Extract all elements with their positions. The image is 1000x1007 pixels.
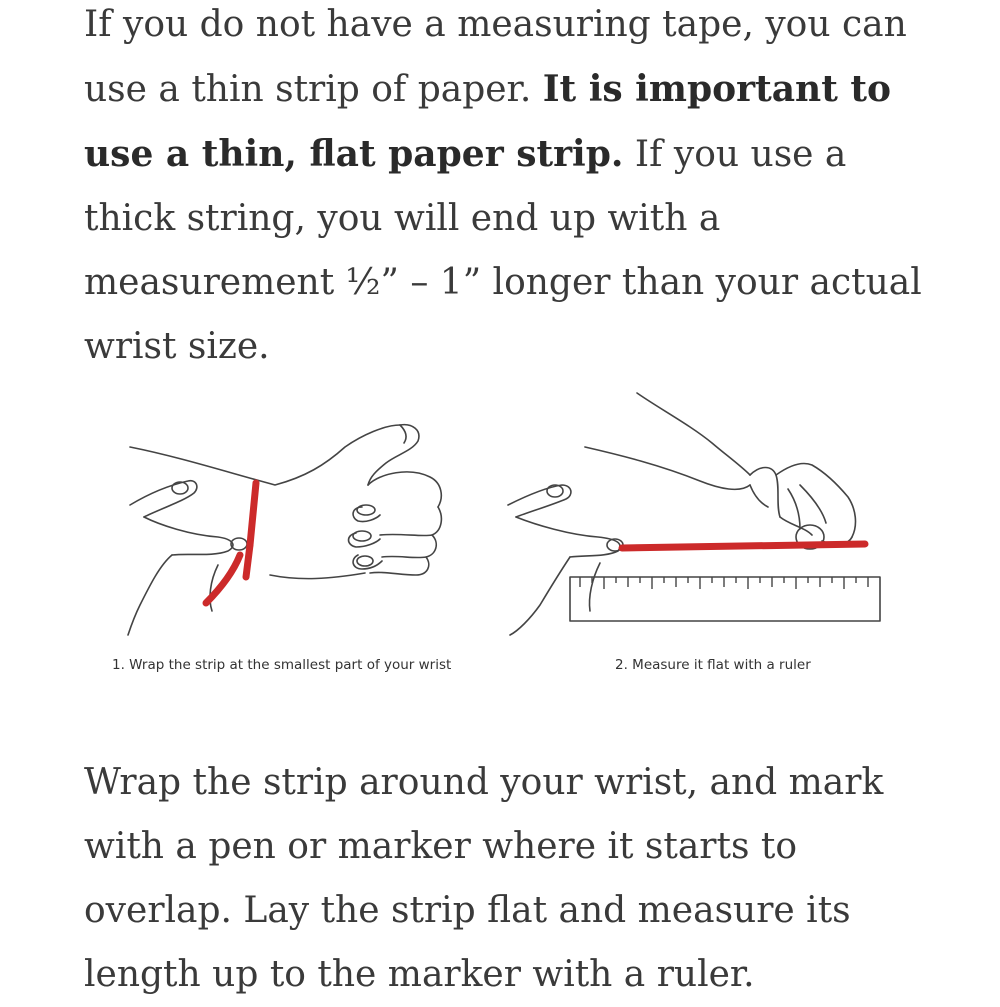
ruler-measure-illustration — [508, 393, 880, 635]
paper-strip — [206, 483, 865, 603]
instructions-paragraph: Wrap the strip around your wrist, and mark with a pen or marker where it starts to overlap. Lay the strip flat and measure its length up to the marker with a ruler. — [84, 762, 884, 995]
intro-text-2: If you use a thick string, you will end up with a measurement ½” – 1” longer than your actual wrist size. — [84, 134, 922, 367]
figure-caption-1: 1. Wrap the strip at the smallest part of your wrist — [112, 657, 452, 673]
intro-text-1: If you do not have a measuring tape, you can use a thin strip of paper. — [84, 4, 907, 110]
intro-bold-text: It is important to use a thin, flat paper strip. — [84, 68, 892, 175]
intro-paragraph — [84, 0, 924, 379]
ruler-ticks — [580, 577, 868, 589]
illustration-drawing — [100, 385, 900, 685]
wrist-wrap-illustration — [128, 425, 441, 635]
measuring-illustration — [100, 385, 900, 685]
figure-caption-2: 2. Measure it flat with a ruler — [615, 657, 811, 673]
